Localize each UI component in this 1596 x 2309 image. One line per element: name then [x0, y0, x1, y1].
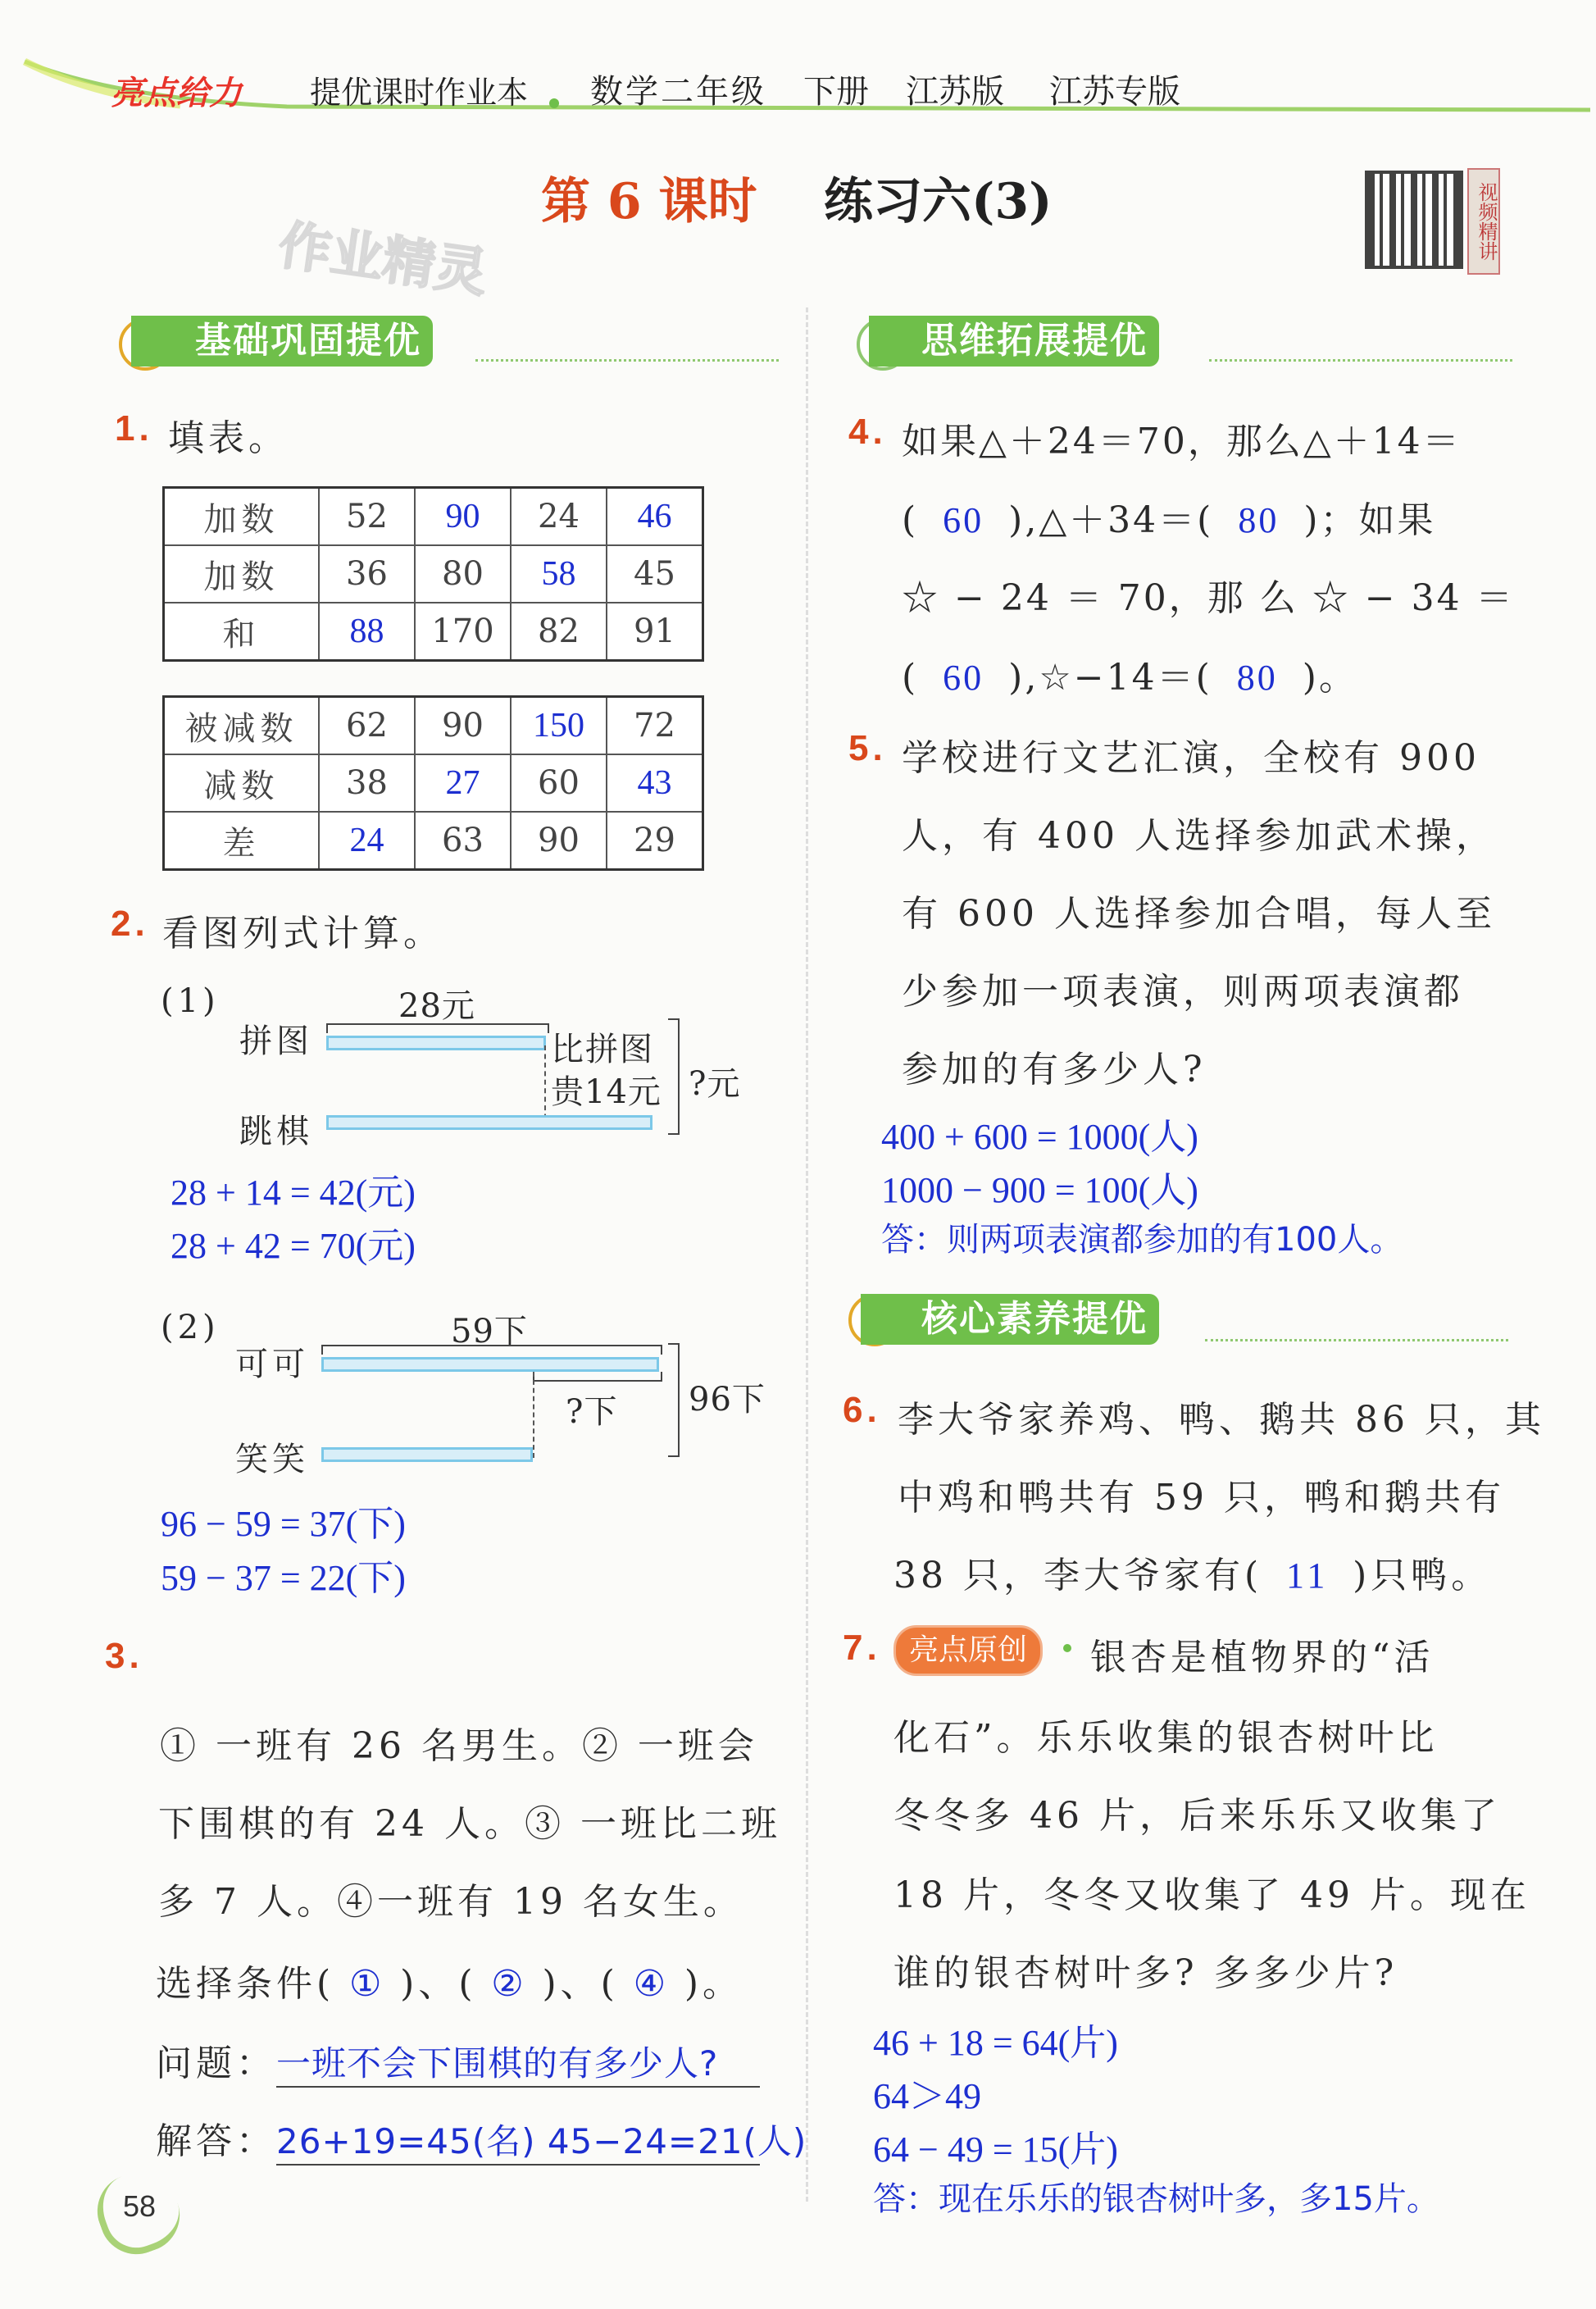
- answer-cell[interactable]: 90: [415, 488, 511, 546]
- q4-answer-2[interactable]: 80: [1238, 500, 1280, 540]
- q7-answer-4: 答：现在乐乐的银杏树叶多，多15片。: [873, 2180, 1439, 2218]
- q2-text: 看图列式计算。: [162, 913, 443, 954]
- q2-p2-answer-2: 59 − 37 = 22(下): [161, 1558, 406, 1598]
- column-divider: [806, 307, 808, 2202]
- brand-logo: 亮点给力: [111, 75, 242, 112]
- q2-p2-total: 96下: [689, 1381, 766, 1419]
- page-number: 58: [123, 2189, 157, 2223]
- q4-line-2: ( 60 ),△＋34＝( 80 )；如果: [902, 499, 1436, 541]
- q6-line-3-end: )只鸭。: [1353, 1555, 1492, 1596]
- q4-answer-4[interactable]: 80: [1236, 658, 1278, 698]
- q4-line-4: ( 60 ),☆−14＝( 80 )。: [902, 657, 1357, 699]
- lesson-title: 练习六(3): [824, 173, 1053, 230]
- q7-badge: 亮点原创: [893, 1625, 1043, 1676]
- header-edition: 江苏版: [906, 73, 1004, 111]
- table-row-label: 差: [164, 812, 320, 870]
- q2-p1-note1: 比拼图: [551, 1031, 654, 1068]
- qr-label: 视频精讲: [1467, 168, 1500, 275]
- q7-answer-3: 64 − 49 = 15(片): [873, 2129, 1118, 2170]
- q2-p1-bar-a: [326, 1036, 546, 1050]
- q7-badge-dot: [1063, 1644, 1071, 1652]
- section-core-line: [1205, 1339, 1508, 1341]
- q7-line-1: 银杏是植物界的“活: [1090, 1637, 1435, 1678]
- q6-line-1: 李大爷家养鸡、鸭、鹅共 86 只，其: [898, 1399, 1545, 1441]
- answer-cell[interactable]: 46: [607, 488, 703, 546]
- q4-line-3: ☆ − 24 ＝ 70，那 么 ☆ − 34 ＝: [902, 577, 1515, 619]
- q6-number: 6.: [843, 1390, 881, 1430]
- q7-line-5: 谁的银杏树叶多? 多多少片?: [893, 1952, 1398, 1994]
- q5-line-1: 学校进行文艺汇演，全校有 900: [902, 737, 1480, 779]
- series-name: 提优课时作业本: [310, 75, 529, 111]
- table-row: [164, 697, 703, 755]
- table-row: [164, 603, 703, 661]
- subtraction-table: [162, 695, 704, 871]
- section-thinking: 思维拓展提优: [869, 316, 1159, 367]
- q6-answer[interactable]: 11: [1285, 1555, 1330, 1596]
- table-row-label: 加数: [164, 545, 320, 603]
- table-cell: 52: [319, 488, 415, 546]
- answer-cell[interactable]: 24: [319, 812, 415, 870]
- q4-answer-1[interactable]: 60: [943, 500, 984, 540]
- q2-p2-bar-a: [321, 1357, 659, 1372]
- q2-p2-right-brace: [668, 1343, 680, 1457]
- q2-p2-b-label: 笑笑: [235, 1441, 309, 1478]
- q6-line-2: 中鸡和鸭共有 59 只，鸭和鹅共有: [898, 1477, 1505, 1519]
- q7-answer-2: 64＞49: [873, 2076, 981, 2116]
- table-row-label: 减数: [164, 754, 320, 812]
- answer-cell[interactable]: 27: [415, 754, 511, 812]
- table-cell: 90: [415, 697, 511, 755]
- table-cell: 38: [319, 754, 415, 812]
- table-cell: 82: [511, 603, 607, 661]
- q2-p1-answer-2: 28 + 42 = 70(元): [171, 1226, 416, 1266]
- q3-answer-label: 解答：: [156, 2120, 276, 2162]
- watermark: 作业精灵: [275, 215, 492, 305]
- q2-p1-answer-1: 28 + 14 = 42(元): [171, 1173, 416, 1213]
- q5-answer-2: 1000 − 900 = 100(人): [881, 1170, 1198, 1210]
- q1-number: 1.: [115, 408, 153, 449]
- table-cell: 170: [415, 603, 511, 661]
- q5-number: 5.: [848, 728, 887, 768]
- q3-number: 3.: [105, 1636, 143, 1676]
- q2-p1-brace: [326, 1023, 549, 1033]
- table-cell: 90: [511, 812, 607, 870]
- q4-line-2-mid: ),△＋34＝(: [1008, 499, 1214, 541]
- q2-p2-small-brace: [533, 1372, 662, 1382]
- q5-line-4: 少参加一项表演，则两项表演都: [902, 971, 1464, 1013]
- q3-question-label: 问题：: [156, 2043, 276, 2084]
- q2-p2-answer-1: 96 − 59 = 37(下): [161, 1504, 406, 1544]
- table-cell: 24: [511, 488, 607, 546]
- table-cell: 63: [415, 812, 511, 870]
- q2-p1-question: ?元: [689, 1065, 741, 1103]
- section-core: 核心素养提优: [861, 1294, 1159, 1345]
- answer-cell[interactable]: 150: [511, 697, 607, 755]
- q2-p2-bar-b: [321, 1447, 533, 1462]
- q2-p1-label: (1): [161, 982, 220, 1020]
- q2-p1-b-label: 跳棋: [239, 1113, 313, 1150]
- header-volume: 下册: [803, 73, 869, 111]
- q2-p1-a-label: 拼图: [239, 1022, 313, 1060]
- q7-line-2: 化石”。乐乐收集的银杏树叶比: [893, 1717, 1439, 1759]
- table-row: [164, 545, 703, 603]
- q2-p1-top: 28元: [398, 987, 475, 1025]
- table-cell: 72: [607, 697, 703, 755]
- q3-answer-row: [156, 2111, 807, 2166]
- q7-line-4: 18 片，冬冬又收集了 49 片。现在: [893, 1874, 1530, 1916]
- q2-p1-note2: 贵14元: [551, 1073, 662, 1111]
- header-subject: 数学二年级: [590, 73, 766, 111]
- q2-number: 2.: [111, 904, 149, 944]
- q4-line-1: 如果△＋24＝70，那么△＋14＝: [902, 421, 1462, 462]
- table-cell: 62: [319, 697, 415, 755]
- q5-line-3: 有 600 人选择参加合唱，每人至: [902, 893, 1496, 935]
- q4-line-2-end: )；如果: [1303, 499, 1436, 541]
- q3-line-2: 下围棋的有 24 人。③ 一班比二班: [158, 1803, 781, 1845]
- q4-line-4-mid: ),☆−14＝(: [1008, 657, 1212, 699]
- table-cell: 29: [607, 812, 703, 870]
- q2-p1-bar-b: [326, 1115, 652, 1130]
- table-cell: 80: [415, 545, 511, 603]
- q5-answer-1: 400 + 600 = 1000(人): [881, 1117, 1198, 1157]
- section-thinking-line: [1209, 359, 1512, 362]
- q2-p2-top: 59下: [451, 1313, 528, 1350]
- q7-number: 7.: [843, 1628, 881, 1668]
- q3-line-3: 多 7 人。④一班有 19 名女生。: [158, 1881, 743, 1923]
- q2-p2-question: ?下: [566, 1393, 618, 1431]
- answer-cell[interactable]: 58: [511, 545, 607, 603]
- addition-table: [162, 486, 704, 662]
- q1-text: 填表。: [168, 417, 289, 459]
- q3-choice-3[interactable]: ④: [633, 1964, 671, 2004]
- header-region: 江苏专版: [1049, 73, 1180, 111]
- q3-line-1: ① 一班有 26 名男生。② 一班会: [160, 1725, 758, 1767]
- qr-code: [1365, 171, 1463, 269]
- q3-answer-text[interactable]: 26+19=45(名) 45−24=21(人): [276, 2115, 760, 2166]
- q7-answer-1: 46 + 18 = 64(片): [873, 2023, 1118, 2063]
- q4-answer-3[interactable]: 60: [943, 658, 984, 698]
- table-row: [164, 754, 703, 812]
- q3-choose: 选择条件( ① )、( ② )、( ④ )。: [156, 1963, 743, 2005]
- q2-p2-dash: [533, 1372, 534, 1458]
- answer-cell[interactable]: 43: [607, 754, 703, 812]
- answer-cell[interactable]: 88: [319, 603, 415, 661]
- section-basic: 基础巩固提优: [131, 316, 433, 367]
- q6-line-3-start: 38 只，李大爷家有(: [893, 1555, 1263, 1596]
- table-cell: 45: [607, 545, 703, 603]
- q3-question-answer[interactable]: 一班不会下围棋的有多少人?: [276, 2037, 760, 2088]
- table-cell: 36: [319, 545, 415, 603]
- q3-choose-label: 选择条件: [156, 1963, 316, 2005]
- section-basic-line: [475, 359, 779, 362]
- q2-p1-right-brace: [668, 1018, 680, 1135]
- q5-line-5: 参加的有多少人?: [902, 1049, 1207, 1091]
- q2-p2-label: (2): [161, 1309, 220, 1346]
- table-row-label: 和: [164, 603, 320, 661]
- q3-choice-2[interactable]: ②: [491, 1964, 528, 2004]
- header-dot: [549, 98, 559, 108]
- q4-number: 4.: [848, 412, 887, 452]
- table-row-label: 被减数: [164, 697, 320, 755]
- q2-p2-a-label: 可可: [235, 1346, 309, 1383]
- lesson-number: 第 6 课时: [541, 173, 757, 230]
- table-row: [164, 488, 703, 546]
- q2-p2-brace: [321, 1345, 662, 1355]
- table-row: [164, 812, 703, 870]
- q5-line-2: 人，有 400 人选择参加武术操，: [902, 815, 1496, 857]
- table-cell: 91: [607, 603, 703, 661]
- q4-line-4-end: )。: [1302, 657, 1357, 699]
- header: [0, 49, 1596, 123]
- q5-answer-3: 答：则两项表演都参加的有100人。: [881, 1221, 1403, 1259]
- q7-line-3: 冬冬多 46 片，后来乐乐又收集了: [893, 1795, 1501, 1837]
- q6-line-3: [893, 1546, 1491, 1598]
- q3-choice-1[interactable]: ①: [348, 1964, 386, 2004]
- table-cell: 60: [511, 754, 607, 812]
- table-row-label: 加数: [164, 488, 320, 546]
- q3-question-row: [156, 2033, 760, 2088]
